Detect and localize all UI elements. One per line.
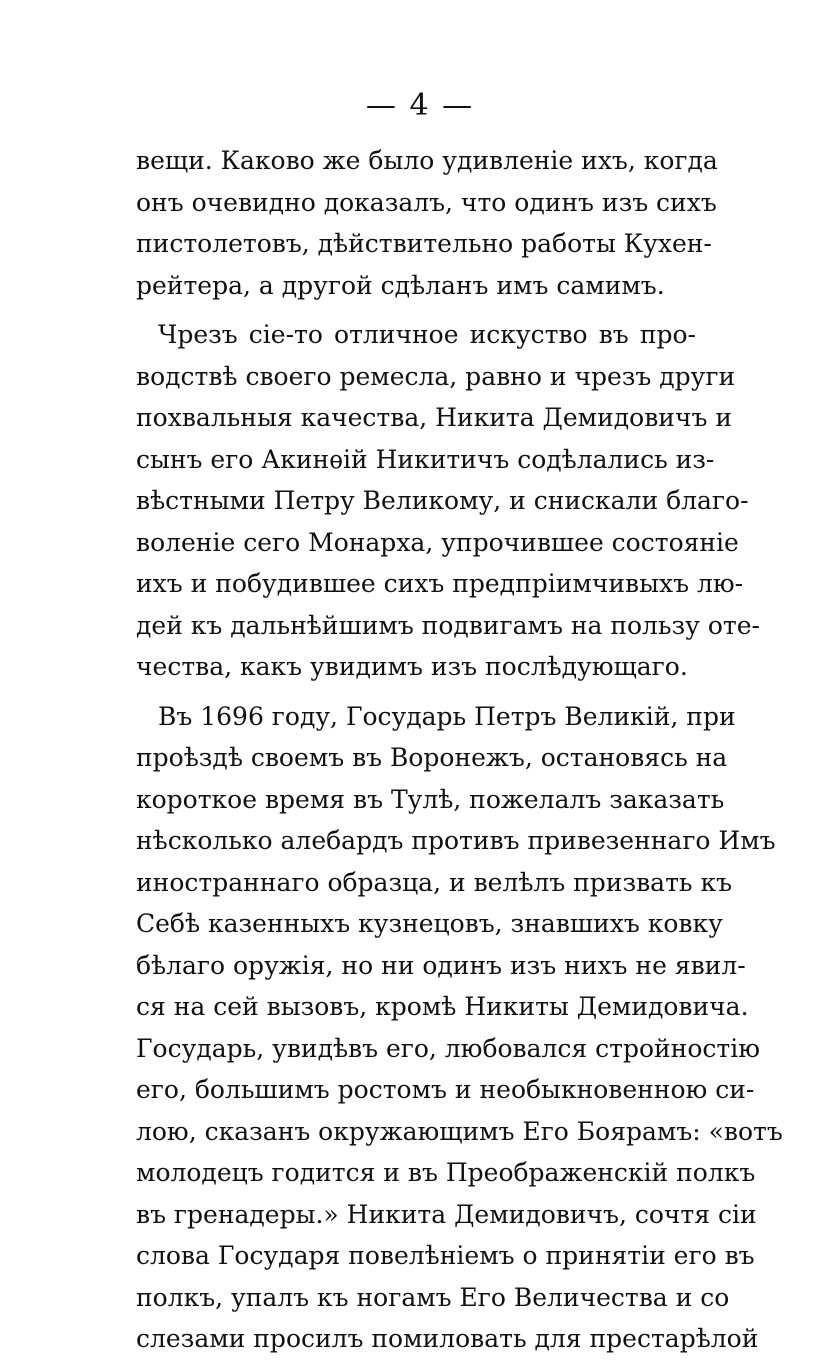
text-line: похвальныя качества, Никита Демидовичъ и: [136, 403, 733, 432]
text-line: слезами просилъ помиловать для престарѣлой: [136, 1324, 759, 1353]
text-line: слова Государя повелѣніемъ о принятіи его въ: [136, 1241, 755, 1270]
text-line: ихъ и побудившее сихъ предпріимчивыхъ лю-: [136, 569, 744, 598]
text-line: Въ 1696 году, Государь Петръ Великій, при: [158, 701, 736, 731]
text-line: водствѣ своего ремесла, равно и чрезъ други: [136, 361, 736, 391]
paragraph: [136, 696, 783, 1360]
paragraph-gap: [136, 688, 696, 696]
text-line: ся на сей вызовъ, кромѣ Никиты Демидовича.: [136, 992, 749, 1021]
text-line: проѣздѣ своемъ въ Воронежъ, остановясь на: [136, 743, 728, 772]
text-line: Государь, увидѣвъ его, любовался стройностію: [136, 1033, 760, 1063]
text-line: полкъ, упалъ къ ногамъ Его Величества и со: [136, 1282, 730, 1312]
text-line: нѣсколько алебардъ противъ привезеннаго Имъ: [136, 826, 776, 855]
text-line: сынъ его Акинѳій Никитичъ содѣлались из-: [136, 444, 715, 474]
text-line: короткое время въ Тулѣ, пожелалъ заказать: [136, 784, 725, 814]
text-line: пистолетовъ, дѣйствительно работы Кухен-: [136, 229, 712, 258]
text-line: молодецъ годится и въ Преображенскій полкъ: [136, 1158, 756, 1187]
text-line: рейтера, а другой сдѣланъ имъ самимъ.: [136, 270, 665, 300]
text-line: дей къ дальнѣйшимъ подвигамъ на пользу оте-: [136, 610, 760, 640]
text-line: вещи. Каково же было удивленіе ихъ, когда: [136, 146, 718, 175]
paragraph: [136, 140, 718, 306]
paragraph-gap: [136, 306, 696, 314]
text-line: иностраннаго образца, и велѣлъ призвать къ: [136, 867, 732, 897]
text-line: его, большимъ ростомъ и необыкновенною си-: [136, 1075, 755, 1104]
text-line: Себѣ казенныхъ кузнецовъ, знавшихъ ковку: [136, 909, 723, 938]
paragraph: [136, 314, 760, 688]
text-line: лою, сказанъ окружающимъ Его Боярамъ: «вотъ: [136, 1116, 783, 1146]
page-number: — 4 —: [365, 88, 475, 123]
text-line: онъ очевидно доказалъ, что одинъ изъ сихъ: [136, 187, 717, 217]
text-line: Чрезъ сіе-то отличное искуство въ про-: [158, 320, 696, 349]
body-text: [136, 140, 783, 1360]
text-line: воленіе сего Монарха, упрочившее состояніе: [136, 527, 739, 557]
text-line: бѣлаго оружія, но ни одинъ изъ нихъ не явил-: [136, 950, 746, 980]
text-line: въ гренадеры.» Никита Демидовичъ, сочтя сіи: [136, 1199, 757, 1229]
text-line: вѣстными Петру Великому, и снискали благо-: [136, 486, 749, 515]
text-line: чества, какъ увидимъ изъ послѣдующаго.: [136, 652, 688, 681]
